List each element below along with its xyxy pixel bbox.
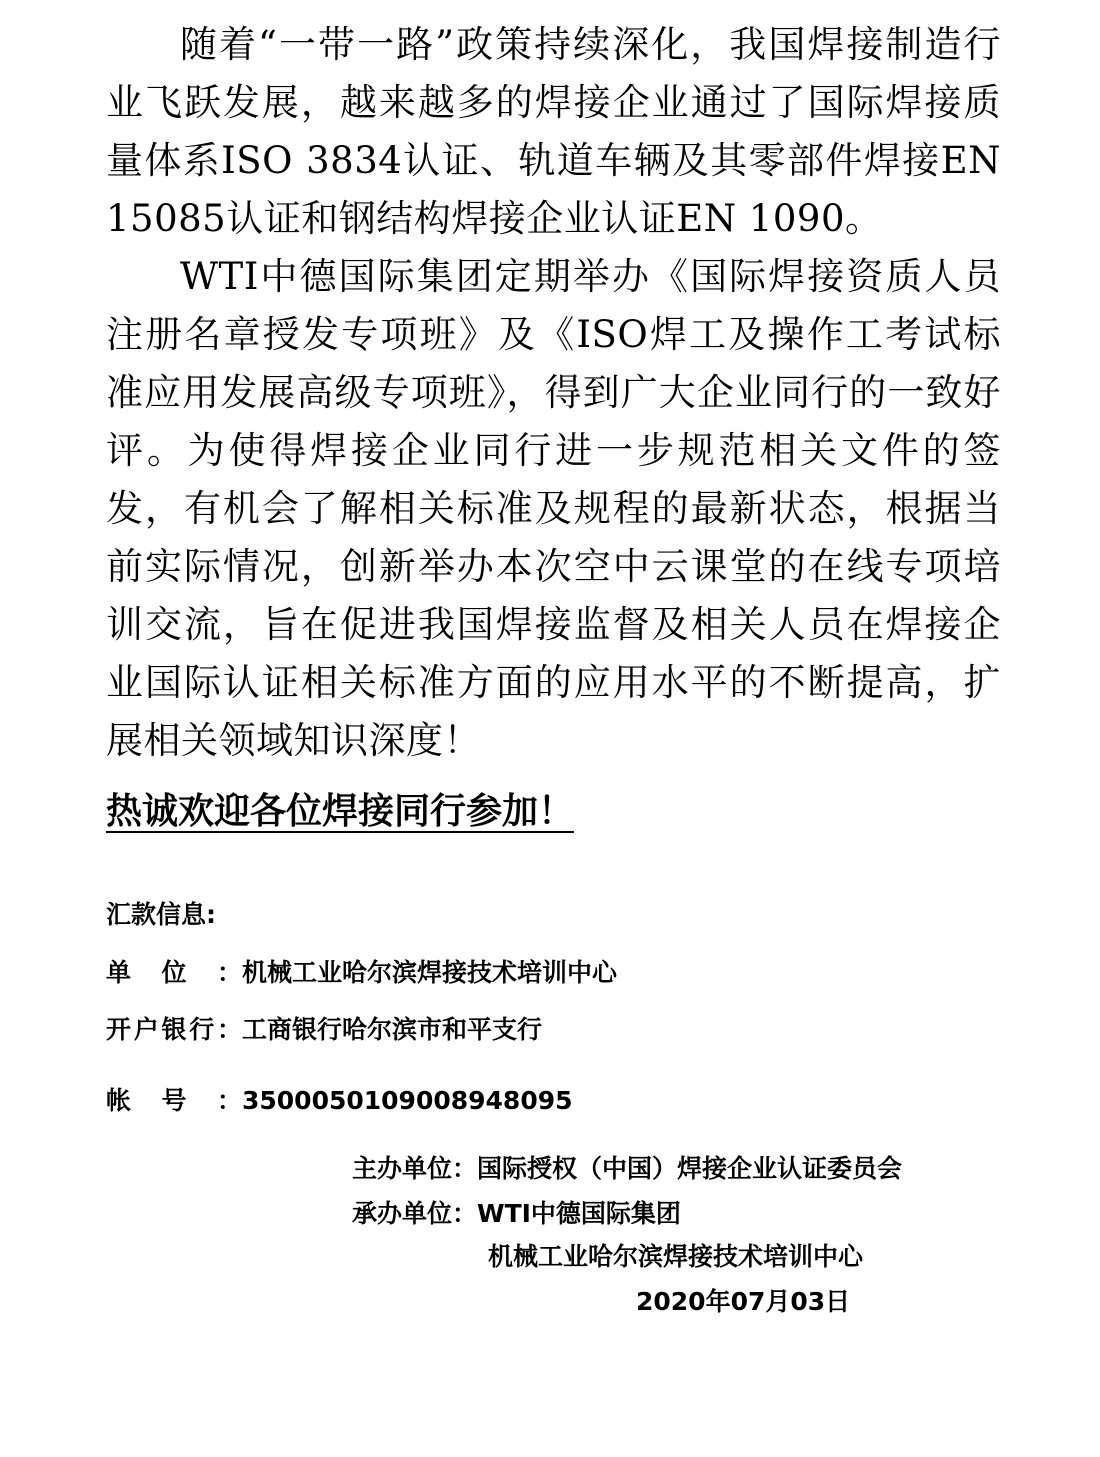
organizer-line-2: 机械工业哈尔滨焊接技术培训中心: [488, 1242, 864, 1271]
intro-paragraph-1: 随着“一带一路”政策持续深化，我国焊接制造行业飞跃发展，越来越多的焊接企业通过了国际焊接质量体系ISO 3834认证、轨道车辆及其零部件焊接EN 15085认证和钢结构焊接企业认证EN 1090。: [106, 23, 1001, 240]
unit-value: 机械工业哈尔滨焊接技术培训中心: [242, 958, 618, 987]
host-line: 主办单位：国际授权（中国）焊接企业认证委员会: [352, 1154, 903, 1183]
welcome-text: 热诚欢迎各位焊接同行参加！: [106, 791, 575, 832]
bank-label: 开户银行：: [106, 1015, 242, 1044]
remittance-heading: 汇款信息:: [106, 900, 216, 929]
welcome-line: [106, 788, 574, 836]
unit-label: 单位：: [106, 958, 242, 987]
intro-paragraph-2: WTI中德国际集团定期举办《国际焊接资质人员注册名章授发专项班》及《ISO焊工及操作工考试标准应用发展高级专项班》，得到广大企业同行的一致好评。为使得焊接企业同行进一步规范相关文件的签发，有机会了解相关标准及规程的最新状态，根据当前实际情况，创新举办本次空中云课堂的在线专项培训交流，旨在促进我国焊接监督及相关人员在焊接企业国际认证相关标准方面的应用水平的不断提高，扩展相关领域知识深度！: [106, 255, 1001, 762]
account-value: 3500050109008948095: [242, 1086, 573, 1115]
signature-date: 2020年07月03日: [636, 1287, 851, 1316]
organizer-line: 承办单位：WTI中德国际集团: [352, 1199, 681, 1228]
remittance-bank-row: [106, 1013, 542, 1047]
remittance-unit-row: [106, 956, 617, 990]
remittance-account-row: [106, 1084, 573, 1118]
account-label: 帐号：: [106, 1086, 242, 1115]
bank-value: 工商银行哈尔滨市和平支行: [242, 1015, 543, 1044]
